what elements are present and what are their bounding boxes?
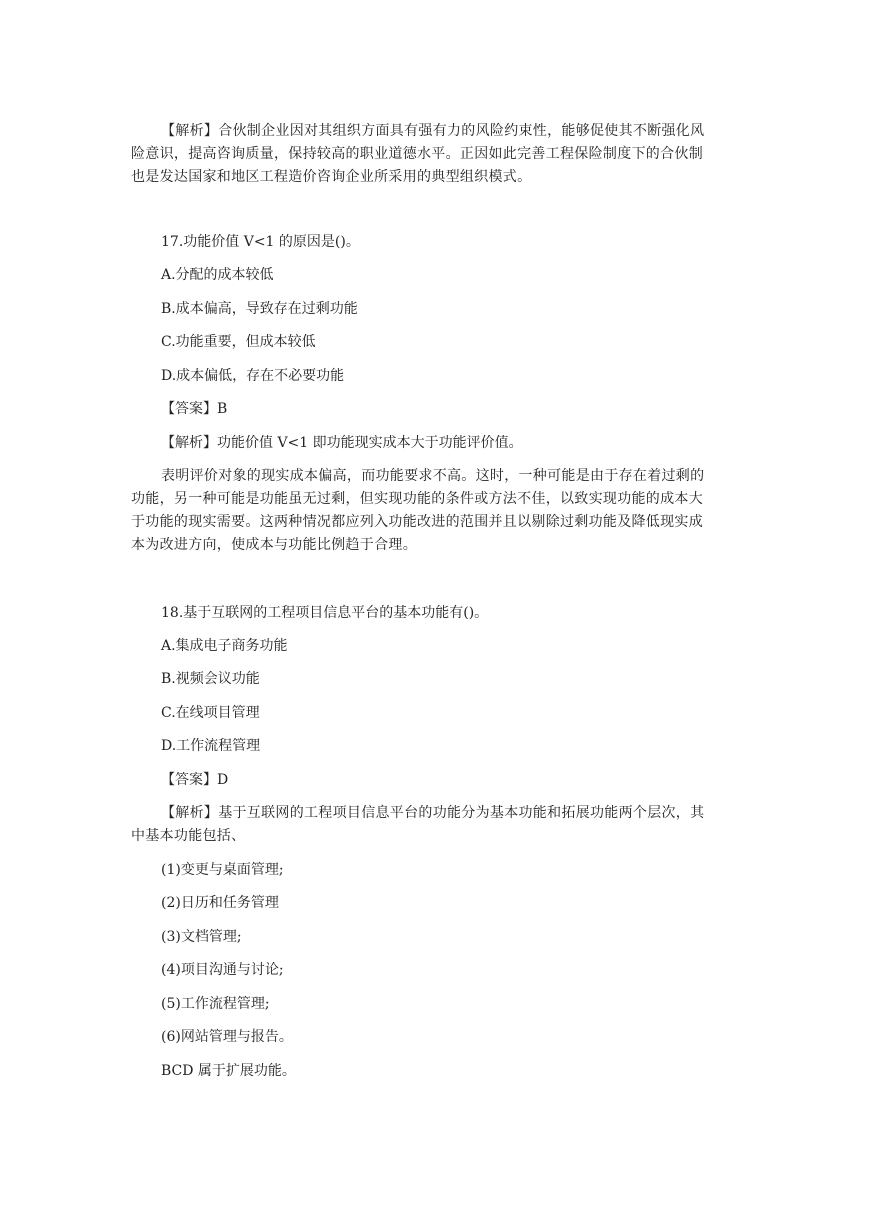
q17-option-a: A.分配的成本较低 bbox=[161, 267, 274, 283]
q18-item-4: (4)项目沟通与讨论; bbox=[161, 962, 284, 978]
q18-answer: 【答案】D bbox=[161, 772, 229, 788]
intro-analysis-line-2: 险意识，提高咨询质量，保持较高的职业道德水平。正因如此完善工程保险制度下的合伙制 bbox=[131, 146, 703, 162]
q17-answer: 【答案】B bbox=[161, 401, 228, 417]
q18-question: 18.基于互联网的工程项目信息平台的基本功能有()。 bbox=[161, 605, 489, 621]
q18-item-3: (3)文档管理; bbox=[161, 929, 242, 945]
q18-item-5: (5)工作流程管理; bbox=[161, 996, 270, 1012]
q18-analysis-line-1: 【解析】基于互联网的工程项目信息平台的功能分为基本功能和拓展功能两个层次，其 bbox=[161, 805, 705, 821]
q18-item-1: (1)变更与桌面管理; bbox=[161, 862, 284, 878]
q18-option-c: C.在线项目管理 bbox=[161, 705, 260, 721]
q17-explain-line-1: 表明评价对象的现实成本偏高，而功能要求不高。这时，一种可能是由于存在着过剩的 bbox=[161, 468, 705, 484]
q17-question: 17.功能价值 V<1 的原因是()。 bbox=[161, 234, 360, 250]
q18-item-6: (6)网站管理与报告。 bbox=[161, 1029, 293, 1045]
q18-option-a: A.集成电子商务功能 bbox=[161, 638, 288, 654]
intro-analysis-line-3: 也是发达国家和地区工程造价咨询企业所采用的典型组织模式。 bbox=[131, 169, 532, 185]
q18-option-b: B.视频会议功能 bbox=[161, 671, 260, 687]
q17-explain-line-4: 本为改进方向，使成本与功能比例趋于合理。 bbox=[131, 537, 417, 553]
q17-analysis: 【解析】功能价值 V<1 即功能现实成本大于功能评价值。 bbox=[161, 435, 523, 451]
q18-conclusion: BCD 属于扩展功能。 bbox=[161, 1063, 296, 1079]
q18-analysis-line-2: 中基本功能包括、 bbox=[131, 828, 246, 844]
q17-option-c: C.功能重要，但成本较低 bbox=[161, 334, 316, 350]
q18-item-2: (2)日历和任务管理 bbox=[161, 895, 279, 911]
q17-explain-line-3: 于功能的现实需要。这两种情况都应列入功能改进的范围并且以剔除过剩功能及降低现实成 bbox=[131, 514, 703, 530]
q17-explain-line-2: 功能，另一种可能是功能虽无过剩，但实现功能的条件或方法不佳，以致实现功能的成本大 bbox=[131, 491, 703, 507]
q17-option-b: B.成本偏高，导致存在过剩功能 bbox=[161, 301, 358, 317]
q18-option-d: D.工作流程管理 bbox=[161, 738, 261, 754]
intro-analysis-line-1: 【解析】合伙制企业因对其组织方面具有强有力的风险约束性，能够促使其不断强化风 bbox=[161, 123, 705, 139]
q17-option-d: D.成本偏低，存在不必要功能 bbox=[161, 368, 345, 384]
